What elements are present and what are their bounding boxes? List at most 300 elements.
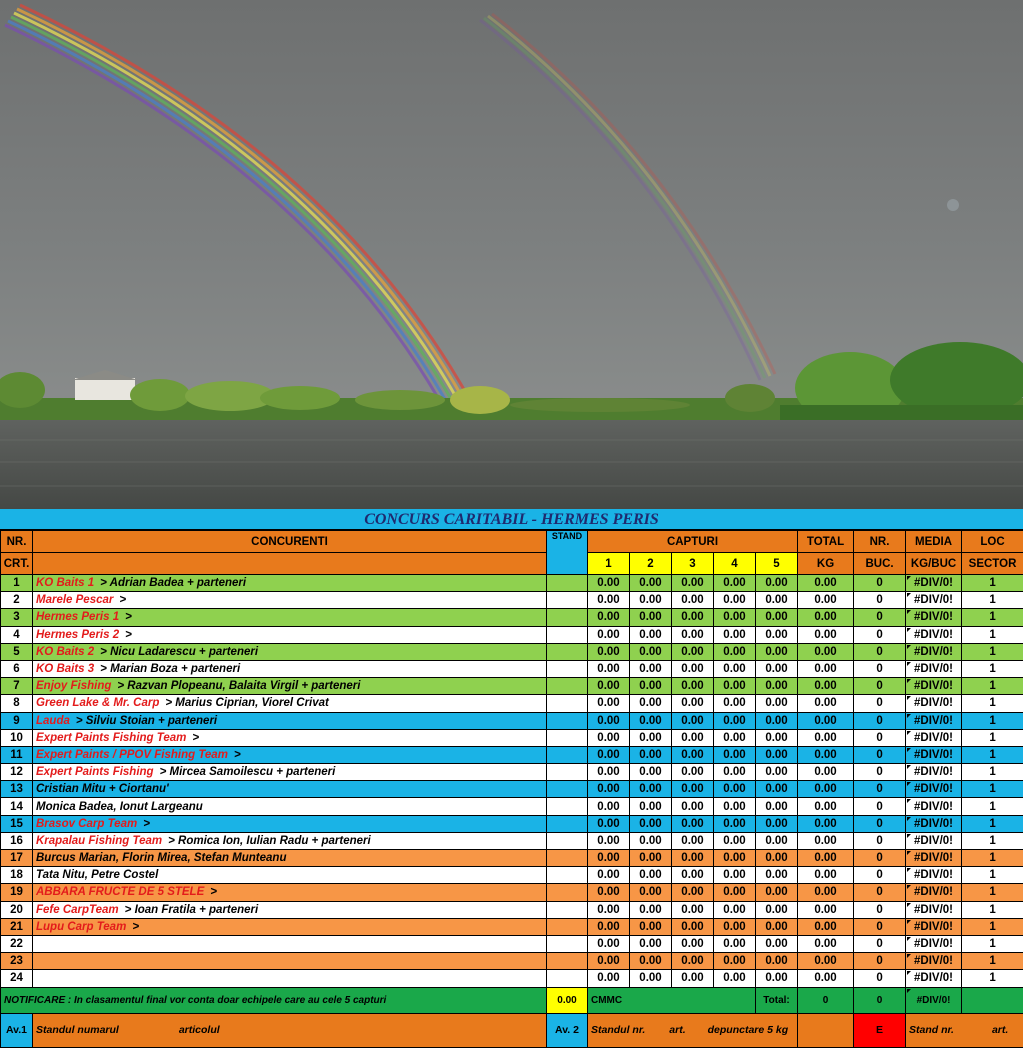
row-total-kg: 0.00 xyxy=(798,781,854,798)
row-nr-buc: 0 xyxy=(854,626,906,643)
row-nr: 7 xyxy=(1,678,33,695)
team-name: Hermes Peris 2 xyxy=(36,628,120,641)
team-name: KO Baits 3 xyxy=(36,663,95,676)
row-media: #DIV/0! xyxy=(906,746,962,763)
team-members: > xyxy=(125,611,132,624)
row-total-kg: 0.00 xyxy=(798,850,854,867)
stand-nr-details xyxy=(906,1013,1023,1047)
row-nr: 4 xyxy=(1,626,33,643)
row-capture-2: 0.00 xyxy=(630,678,672,695)
header-kgbuc: KG/BUC xyxy=(906,553,962,575)
row-total-kg: 0.00 xyxy=(798,575,854,592)
row-capture-1: 0.00 xyxy=(588,695,630,712)
row-capture-4: 0.00 xyxy=(714,643,756,660)
row-stand xyxy=(547,953,588,970)
row-capture-3: 0.00 xyxy=(672,729,714,746)
lake-rainbow-photo xyxy=(0,0,1023,509)
art2-label: art. xyxy=(991,1024,1009,1036)
row-concurenti xyxy=(33,746,547,763)
row-loc: 1 xyxy=(962,643,1023,660)
row-concurenti xyxy=(33,712,547,729)
row-total-kg: 0.00 xyxy=(798,764,854,781)
row-capture-3: 0.00 xyxy=(672,970,714,987)
team-name: Expert Paints Fishing xyxy=(36,766,154,779)
row-capture-3: 0.00 xyxy=(672,884,714,901)
row-capture-4: 0.00 xyxy=(714,832,756,849)
table-row xyxy=(1,850,1023,867)
row-capture-2: 0.00 xyxy=(630,815,672,832)
row-capture-2: 0.00 xyxy=(630,935,672,952)
row-capture-2: 0.00 xyxy=(630,918,672,935)
row-loc: 1 xyxy=(962,953,1023,970)
team-members: > Nicu Ladarescu + parteneri xyxy=(100,645,259,658)
row-nr: 5 xyxy=(1,643,33,660)
row-capture-1: 0.00 xyxy=(588,764,630,781)
row-capture-1: 0.00 xyxy=(588,746,630,763)
row-media: #DIV/0! xyxy=(906,660,962,677)
row-loc: 1 xyxy=(962,781,1023,798)
row-media: #DIV/0! xyxy=(906,609,962,626)
row-concurenti xyxy=(33,884,547,901)
row-nr-buc: 0 xyxy=(854,867,906,884)
row-capture-4: 0.00 xyxy=(714,712,756,729)
row-capture-3: 0.00 xyxy=(672,609,714,626)
team-name: KO Baits 2 xyxy=(36,645,95,658)
row-stand xyxy=(547,850,588,867)
row-capture-2: 0.00 xyxy=(630,746,672,763)
row-loc: 1 xyxy=(962,678,1023,695)
header-row-top xyxy=(1,531,1023,553)
row-loc: 1 xyxy=(962,815,1023,832)
row-total-kg: 0.00 xyxy=(798,643,854,660)
av1-label: Av.1 xyxy=(1,1013,33,1047)
e-label: E xyxy=(854,1013,906,1047)
row-loc: 1 xyxy=(962,746,1023,763)
row-concurenti xyxy=(33,678,547,695)
row-stand xyxy=(547,867,588,884)
row-capture-5: 0.00 xyxy=(756,815,798,832)
row-media: #DIV/0! xyxy=(906,918,962,935)
row-capture-2: 0.00 xyxy=(630,901,672,918)
row-media: #DIV/0! xyxy=(906,815,962,832)
row-nr-buc: 0 xyxy=(854,746,906,763)
row-capture-4: 0.00 xyxy=(714,850,756,867)
row-loc: 1 xyxy=(962,592,1023,609)
row-capture-2: 0.00 xyxy=(630,850,672,867)
row-capture-3: 0.00 xyxy=(672,815,714,832)
row-nr-buc: 0 xyxy=(854,660,906,677)
row-nr-buc: 0 xyxy=(854,609,906,626)
row-nr: 8 xyxy=(1,695,33,712)
header-loc: LOC xyxy=(962,531,1023,553)
row-nr: 15 xyxy=(1,815,33,832)
row-nr-buc: 0 xyxy=(854,643,906,660)
row-capture-3: 0.00 xyxy=(672,798,714,815)
team-members: > Mircea Samoilescu + parteneri xyxy=(159,766,336,779)
row-stand xyxy=(547,609,588,626)
row-total-kg: 0.00 xyxy=(798,712,854,729)
row-capture-4: 0.00 xyxy=(714,781,756,798)
team-name: Krapalau Fishing Team xyxy=(36,834,163,847)
header-concurenti-blank xyxy=(33,553,547,575)
row-capture-3: 0.00 xyxy=(672,712,714,729)
table-row xyxy=(1,832,1023,849)
table-row xyxy=(1,643,1023,660)
row-capture-5: 0.00 xyxy=(756,609,798,626)
row-media: #DIV/0! xyxy=(906,592,962,609)
av1-details xyxy=(33,1013,547,1047)
art-label: art. xyxy=(669,1024,686,1036)
row-concurenti xyxy=(33,867,547,884)
team-members: > xyxy=(143,817,150,830)
table-row xyxy=(1,953,1023,970)
row-capture-4: 0.00 xyxy=(714,660,756,677)
row-capture-1: 0.00 xyxy=(588,781,630,798)
row-media: #DIV/0! xyxy=(906,764,962,781)
header-capturi: CAPTURI xyxy=(588,531,798,553)
table-row xyxy=(1,918,1023,935)
row-capture-5: 0.00 xyxy=(756,712,798,729)
row-capture-5: 0.00 xyxy=(756,850,798,867)
table-row xyxy=(1,970,1023,987)
results-sheet xyxy=(0,509,1023,1050)
row-total-kg: 0.00 xyxy=(798,678,854,695)
row-capture-1: 0.00 xyxy=(588,815,630,832)
row-concurenti xyxy=(33,626,547,643)
team-name: ABBARA FRUCTE DE 5 STELE xyxy=(36,886,205,899)
row-capture-1: 0.00 xyxy=(588,609,630,626)
row-concurenti xyxy=(33,935,547,952)
row-stand xyxy=(547,798,588,815)
row-capture-3: 0.00 xyxy=(672,867,714,884)
row-media: #DIV/0! xyxy=(906,867,962,884)
row-nr: 24 xyxy=(1,970,33,987)
row-nr-buc: 0 xyxy=(854,575,906,592)
row-capture-2: 0.00 xyxy=(630,626,672,643)
table-row xyxy=(1,729,1023,746)
table-row xyxy=(1,901,1023,918)
row-loc: 1 xyxy=(962,935,1023,952)
team-members: > xyxy=(125,628,132,641)
row-capture-2: 0.00 xyxy=(630,712,672,729)
row-loc: 1 xyxy=(962,970,1023,987)
row-media: #DIV/0! xyxy=(906,850,962,867)
row-capture-3: 0.00 xyxy=(672,695,714,712)
row-loc: 1 xyxy=(962,850,1023,867)
row-capture-5: 0.00 xyxy=(756,867,798,884)
row-total-kg: 0.00 xyxy=(798,884,854,901)
row-nr-buc: 0 xyxy=(854,798,906,815)
row-capture-2: 0.00 xyxy=(630,609,672,626)
row-loc: 1 xyxy=(962,832,1023,849)
table-row xyxy=(1,678,1023,695)
header-stand: STAND xyxy=(547,531,588,575)
total-buc-value: 0 xyxy=(854,987,906,1013)
row-capture-2: 0.00 xyxy=(630,764,672,781)
row-nr-buc: 0 xyxy=(854,712,906,729)
row-capture-1: 0.00 xyxy=(588,592,630,609)
row-capture-5: 0.00 xyxy=(756,970,798,987)
header-capture-1: 1 xyxy=(588,553,630,575)
team-name: Green Lake & Mr. Carp xyxy=(36,697,160,710)
row-loc: 1 xyxy=(962,575,1023,592)
row-capture-4: 0.00 xyxy=(714,970,756,987)
row-total-kg: 0.00 xyxy=(798,695,854,712)
row-total-kg: 0.00 xyxy=(798,729,854,746)
team-members: > Marius Ciprian, Viorel Crivat xyxy=(165,697,329,710)
row-capture-5: 0.00 xyxy=(756,935,798,952)
header-row-bottom xyxy=(1,553,1023,575)
row-capture-1: 0.00 xyxy=(588,850,630,867)
table-row xyxy=(1,815,1023,832)
row-loc: 1 xyxy=(962,884,1023,901)
row-media: #DIV/0! xyxy=(906,712,962,729)
row-nr: 14 xyxy=(1,798,33,815)
row-stand xyxy=(547,729,588,746)
row-capture-5: 0.00 xyxy=(756,764,798,781)
row-capture-1: 0.00 xyxy=(588,729,630,746)
header-capture-2: 2 xyxy=(630,553,672,575)
row-nr: 9 xyxy=(1,712,33,729)
row-capture-1: 0.00 xyxy=(588,575,630,592)
row-concurenti xyxy=(33,660,547,677)
row-media: #DIV/0! xyxy=(906,970,962,987)
row-loc: 1 xyxy=(962,712,1023,729)
row-stand xyxy=(547,660,588,677)
header-capture-4: 4 xyxy=(714,553,756,575)
row-capture-1: 0.00 xyxy=(588,884,630,901)
row-nr-buc: 0 xyxy=(854,815,906,832)
team-name: Marele Pescar xyxy=(36,594,114,607)
row-stand xyxy=(547,746,588,763)
row-capture-3: 0.00 xyxy=(672,660,714,677)
row-nr-buc: 0 xyxy=(854,695,906,712)
row-concurenti xyxy=(33,729,547,746)
row-concurenti xyxy=(33,695,547,712)
av2-blank xyxy=(798,1013,854,1047)
row-capture-2: 0.00 xyxy=(630,953,672,970)
table-row xyxy=(1,764,1023,781)
table-row xyxy=(1,712,1023,729)
row-capture-2: 0.00 xyxy=(630,592,672,609)
row-stand xyxy=(547,764,588,781)
row-nr: 23 xyxy=(1,953,33,970)
team-members: > xyxy=(132,920,140,933)
team-name: Monica Badea, Ionut Largeanu xyxy=(36,800,203,813)
row-stand xyxy=(547,592,588,609)
row-capture-4: 0.00 xyxy=(714,609,756,626)
row-capture-1: 0.00 xyxy=(588,712,630,729)
row-stand xyxy=(547,695,588,712)
team-name: Cristian Mitu + Ciortanu' xyxy=(36,783,169,796)
row-capture-3: 0.00 xyxy=(672,781,714,798)
row-nr-buc: 0 xyxy=(854,781,906,798)
total-media-value: #DIV/0! xyxy=(906,987,962,1013)
row-nr: 18 xyxy=(1,867,33,884)
row-capture-5: 0.00 xyxy=(756,832,798,849)
row-capture-5: 0.00 xyxy=(756,695,798,712)
row-media: #DIV/0! xyxy=(906,884,962,901)
row-capture-4: 0.00 xyxy=(714,746,756,763)
row-capture-4: 0.00 xyxy=(714,764,756,781)
row-capture-5: 0.00 xyxy=(756,953,798,970)
row-nr: 17 xyxy=(1,850,33,867)
row-media: #DIV/0! xyxy=(906,832,962,849)
row-nr-buc: 0 xyxy=(854,592,906,609)
table-row xyxy=(1,884,1023,901)
row-total-kg: 0.00 xyxy=(798,592,854,609)
table-row xyxy=(1,935,1023,952)
row-nr-buc: 0 xyxy=(854,884,906,901)
header-kg: KG xyxy=(798,553,854,575)
row-capture-4: 0.00 xyxy=(714,918,756,935)
row-nr: 11 xyxy=(1,746,33,763)
row-media: #DIV/0! xyxy=(906,643,962,660)
row-concurenti xyxy=(33,970,547,987)
row-capture-5: 0.00 xyxy=(756,798,798,815)
row-stand xyxy=(547,901,588,918)
row-capture-5: 0.00 xyxy=(756,678,798,695)
row-nr: 20 xyxy=(1,901,33,918)
row-capture-1: 0.00 xyxy=(588,953,630,970)
row-stand xyxy=(547,832,588,849)
row-total-kg: 0.00 xyxy=(798,815,854,832)
row-capture-4: 0.00 xyxy=(714,935,756,952)
row-stand xyxy=(547,643,588,660)
row-capture-4: 0.00 xyxy=(714,626,756,643)
row-capture-3: 0.00 xyxy=(672,832,714,849)
row-capture-4: 0.00 xyxy=(714,884,756,901)
row-stand xyxy=(547,712,588,729)
row-capture-3: 0.00 xyxy=(672,626,714,643)
team-name: Expert Paints Fishing Team xyxy=(36,731,187,744)
av2-label: Av. 2 xyxy=(547,1013,588,1047)
articolul-label: articolul xyxy=(178,1024,220,1036)
depunctare-label: depunctare 5 kg xyxy=(707,1024,789,1036)
table-row xyxy=(1,695,1023,712)
row-capture-3: 0.00 xyxy=(672,901,714,918)
row-capture-2: 0.00 xyxy=(630,970,672,987)
row-capture-2: 0.00 xyxy=(630,884,672,901)
row-capture-5: 0.00 xyxy=(756,746,798,763)
stand-total-value: 0.00 xyxy=(547,987,588,1013)
row-concurenti xyxy=(33,643,547,660)
row-loc: 1 xyxy=(962,660,1023,677)
row-media: #DIV/0! xyxy=(906,798,962,815)
row-concurenti xyxy=(33,592,547,609)
row-capture-4: 0.00 xyxy=(714,695,756,712)
row-total-kg: 0.00 xyxy=(798,935,854,952)
table-row xyxy=(1,592,1023,609)
row-capture-5: 0.00 xyxy=(756,781,798,798)
row-total-kg: 0.00 xyxy=(798,970,854,987)
team-members: > Razvan Plopeanu, Balaita Virgil + parteneri xyxy=(117,680,361,693)
row-concurenti xyxy=(33,798,547,815)
row-concurenti xyxy=(33,781,547,798)
row-capture-2: 0.00 xyxy=(630,729,672,746)
row-total-kg: 0.00 xyxy=(798,660,854,677)
row-capture-1: 0.00 xyxy=(588,935,630,952)
row-loc: 1 xyxy=(962,764,1023,781)
row-capture-2: 0.00 xyxy=(630,832,672,849)
row-stand xyxy=(547,884,588,901)
row-capture-1: 0.00 xyxy=(588,643,630,660)
row-capture-5: 0.00 xyxy=(756,918,798,935)
notification-text: NOTIFICARE : In clasamentul final vor conta doar echipele care au cele 5 capturi xyxy=(1,987,547,1013)
row-capture-3: 0.00 xyxy=(672,678,714,695)
row-capture-1: 0.00 xyxy=(588,867,630,884)
row-concurenti xyxy=(33,575,547,592)
row-total-kg: 0.00 xyxy=(798,746,854,763)
row-nr-buc: 0 xyxy=(854,678,906,695)
row-capture-2: 0.00 xyxy=(630,781,672,798)
row-concurenti xyxy=(33,609,547,626)
row-capture-3: 0.00 xyxy=(672,643,714,660)
header-capture-5: 5 xyxy=(756,553,798,575)
row-concurenti xyxy=(33,850,547,867)
row-nr: 1 xyxy=(1,575,33,592)
team-name: Brasov Carp Team xyxy=(36,817,138,830)
row-total-kg: 0.00 xyxy=(798,798,854,815)
row-nr-buc: 0 xyxy=(854,970,906,987)
row-capture-2: 0.00 xyxy=(630,695,672,712)
row-total-kg: 0.00 xyxy=(798,867,854,884)
standul-numarul-label: Standul numarul xyxy=(36,1024,119,1036)
row-capture-3: 0.00 xyxy=(672,746,714,763)
team-name: Lupu Carp Team xyxy=(36,920,127,933)
row-capture-3: 0.00 xyxy=(672,764,714,781)
team-name: Hermes Peris 1 xyxy=(36,611,120,624)
row-stand xyxy=(547,935,588,952)
row-stand xyxy=(547,678,588,695)
row-capture-1: 0.00 xyxy=(588,660,630,677)
row-stand xyxy=(547,815,588,832)
row-capture-2: 0.00 xyxy=(630,643,672,660)
row-nr: 6 xyxy=(1,660,33,677)
row-nr: 16 xyxy=(1,832,33,849)
team-name: Fefe CarpTeam xyxy=(36,903,119,916)
row-capture-3: 0.00 xyxy=(672,935,714,952)
table-row xyxy=(1,660,1023,677)
row-concurenti xyxy=(33,901,547,918)
team-members: > Silviu Stoian + parteneri xyxy=(75,714,218,727)
row-capture-4: 0.00 xyxy=(714,798,756,815)
row-nr: 12 xyxy=(1,764,33,781)
cmmc-label: CMMC xyxy=(588,987,756,1013)
results-table xyxy=(0,530,1023,1048)
team-name: KO Baits 1 xyxy=(36,577,95,590)
row-capture-5: 0.00 xyxy=(756,660,798,677)
row-loc: 1 xyxy=(962,918,1023,935)
lake-water xyxy=(0,420,1023,509)
row-capture-5: 0.00 xyxy=(756,901,798,918)
row-stand xyxy=(547,781,588,798)
row-capture-5: 0.00 xyxy=(756,729,798,746)
row-capture-4: 0.00 xyxy=(714,678,756,695)
stand-nr-label: Stand nr. xyxy=(909,1024,954,1036)
table-row xyxy=(1,626,1023,643)
team-members: > Romica Ion, Iulian Radu + parteneri xyxy=(168,834,371,847)
row-capture-3: 0.00 xyxy=(672,592,714,609)
row-nr-buc: 0 xyxy=(854,935,906,952)
row-media: #DIV/0! xyxy=(906,695,962,712)
row-concurenti xyxy=(33,815,547,832)
header-buc: BUC. xyxy=(854,553,906,575)
notification-row xyxy=(1,987,1023,1013)
row-capture-4: 0.00 xyxy=(714,901,756,918)
row-nr-buc: 0 xyxy=(854,901,906,918)
standul-nr-label: Standul nr. xyxy=(591,1024,646,1036)
